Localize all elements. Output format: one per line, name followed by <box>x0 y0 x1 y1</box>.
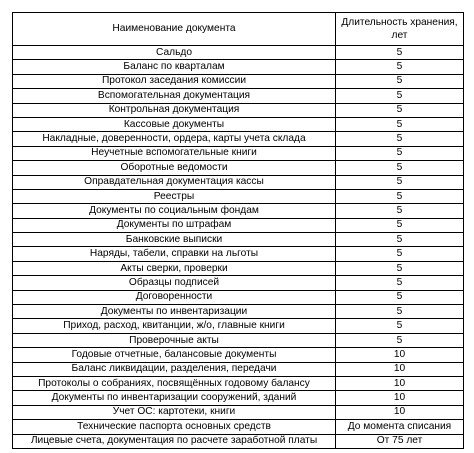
retention-period-cell: 10 <box>336 405 464 419</box>
table-row <box>13 434 464 448</box>
retention-period-cell: 5 <box>336 103 464 117</box>
retention-period-cell: 5 <box>336 189 464 203</box>
retention-period-cell: 5 <box>336 146 464 160</box>
document-name-cell: Договоренности <box>13 290 336 304</box>
table-row <box>13 103 464 117</box>
table-row <box>13 319 464 333</box>
retention-period-cell: 5 <box>336 290 464 304</box>
table-row <box>13 420 464 434</box>
retention-table <box>12 12 464 449</box>
retention-period-cell: 5 <box>336 305 464 319</box>
retention-period-cell: 5 <box>336 319 464 333</box>
table-row <box>13 376 464 390</box>
retention-period-cell: 5 <box>336 175 464 189</box>
document-name-cell: Кассовые документы <box>13 117 336 131</box>
table-row <box>13 117 464 131</box>
table-row <box>13 146 464 160</box>
retention-period-cell: До момента списания <box>336 420 464 434</box>
document-name-cell: Учет ОС: картотеки, книги <box>13 405 336 419</box>
table-row <box>13 305 464 319</box>
table-row <box>13 218 464 232</box>
table-row <box>13 261 464 275</box>
retention-period-cell: 5 <box>336 247 464 261</box>
document-name-cell: Документы по инвентаризации сооружений, зданий <box>13 391 336 405</box>
table-row <box>13 290 464 304</box>
document-name-cell: Годовые отчетные, балансовые документы <box>13 348 336 362</box>
table-row <box>13 362 464 376</box>
document-name-cell: Образцы подписей <box>13 276 336 290</box>
retention-period-cell: 5 <box>336 46 464 60</box>
retention-period-cell: 10 <box>336 348 464 362</box>
header-row <box>13 13 464 46</box>
table-body <box>13 46 464 449</box>
retention-period-cell: 10 <box>336 376 464 390</box>
header-retention-period: Длительность хранения, лет <box>336 13 464 46</box>
document-name-cell: Сальдо <box>13 46 336 60</box>
document-name-cell: Наряды, табели, справки на льготы <box>13 247 336 261</box>
document-name-cell: Акты сверки, проверки <box>13 261 336 275</box>
document-name-cell: Баланс по кварталам <box>13 60 336 74</box>
table-row <box>13 247 464 261</box>
table-row <box>13 233 464 247</box>
document-name-cell: Неучетные вспомогательные книги <box>13 146 336 160</box>
retention-period-cell: 5 <box>336 117 464 131</box>
retention-period-cell: 5 <box>336 333 464 347</box>
document-name-cell: Технические паспорта основных средств <box>13 420 336 434</box>
document-name-cell: Приход, расход, квитанции, ж/о, главные книги <box>13 319 336 333</box>
header-document-name: Наименование документа <box>13 13 336 46</box>
retention-period-cell: 10 <box>336 391 464 405</box>
table-row <box>13 74 464 88</box>
table-row <box>13 89 464 103</box>
retention-period-cell: 5 <box>336 276 464 290</box>
document-name-cell: Документы по штрафам <box>13 218 336 232</box>
retention-period-cell: 5 <box>336 161 464 175</box>
table-row <box>13 391 464 405</box>
table-row <box>13 333 464 347</box>
retention-period-cell: 5 <box>336 74 464 88</box>
document-name-cell: Банковские выписки <box>13 233 336 247</box>
retention-period-cell: От 75 лет <box>336 434 464 448</box>
document-name-cell: Контрольная документация <box>13 103 336 117</box>
document-name-cell: Оправдательная документация кассы <box>13 175 336 189</box>
table-row <box>13 46 464 60</box>
document-name-cell: Проверочные акты <box>13 333 336 347</box>
table-header <box>13 13 464 46</box>
retention-period-cell: 5 <box>336 218 464 232</box>
retention-period-cell: 5 <box>336 261 464 275</box>
document-name-cell: Документы по социальным фондам <box>13 204 336 218</box>
table-row <box>13 132 464 146</box>
table-row <box>13 204 464 218</box>
document-name-cell: Вспомогательная документация <box>13 89 336 103</box>
retention-period-cell: 10 <box>336 362 464 376</box>
table-row <box>13 161 464 175</box>
document-name-cell: Баланс ликвидации, разделения, передачи <box>13 362 336 376</box>
table-row <box>13 175 464 189</box>
table-row <box>13 60 464 74</box>
document-name-cell: Документы по инвентаризации <box>13 305 336 319</box>
table-row <box>13 348 464 362</box>
document-name-cell: Накладные, доверенности, ордера, карты учета склада <box>13 132 336 146</box>
retention-period-cell: 5 <box>336 204 464 218</box>
document-name-cell: Протоколы о собраниях, посвящённых годовому балансу <box>13 376 336 390</box>
retention-period-cell: 5 <box>336 89 464 103</box>
retention-period-cell: 5 <box>336 132 464 146</box>
document-name-cell: Реестры <box>13 189 336 203</box>
document-name-cell: Оборотные ведомости <box>13 161 336 175</box>
table-row <box>13 276 464 290</box>
retention-period-cell: 5 <box>336 233 464 247</box>
table-row <box>13 189 464 203</box>
table-row <box>13 405 464 419</box>
document-name-cell: Протокол заседания комиссии <box>13 74 336 88</box>
document-name-cell: Лицевые счета, документация по расчете заработной платы <box>13 434 336 448</box>
retention-period-cell: 5 <box>336 60 464 74</box>
